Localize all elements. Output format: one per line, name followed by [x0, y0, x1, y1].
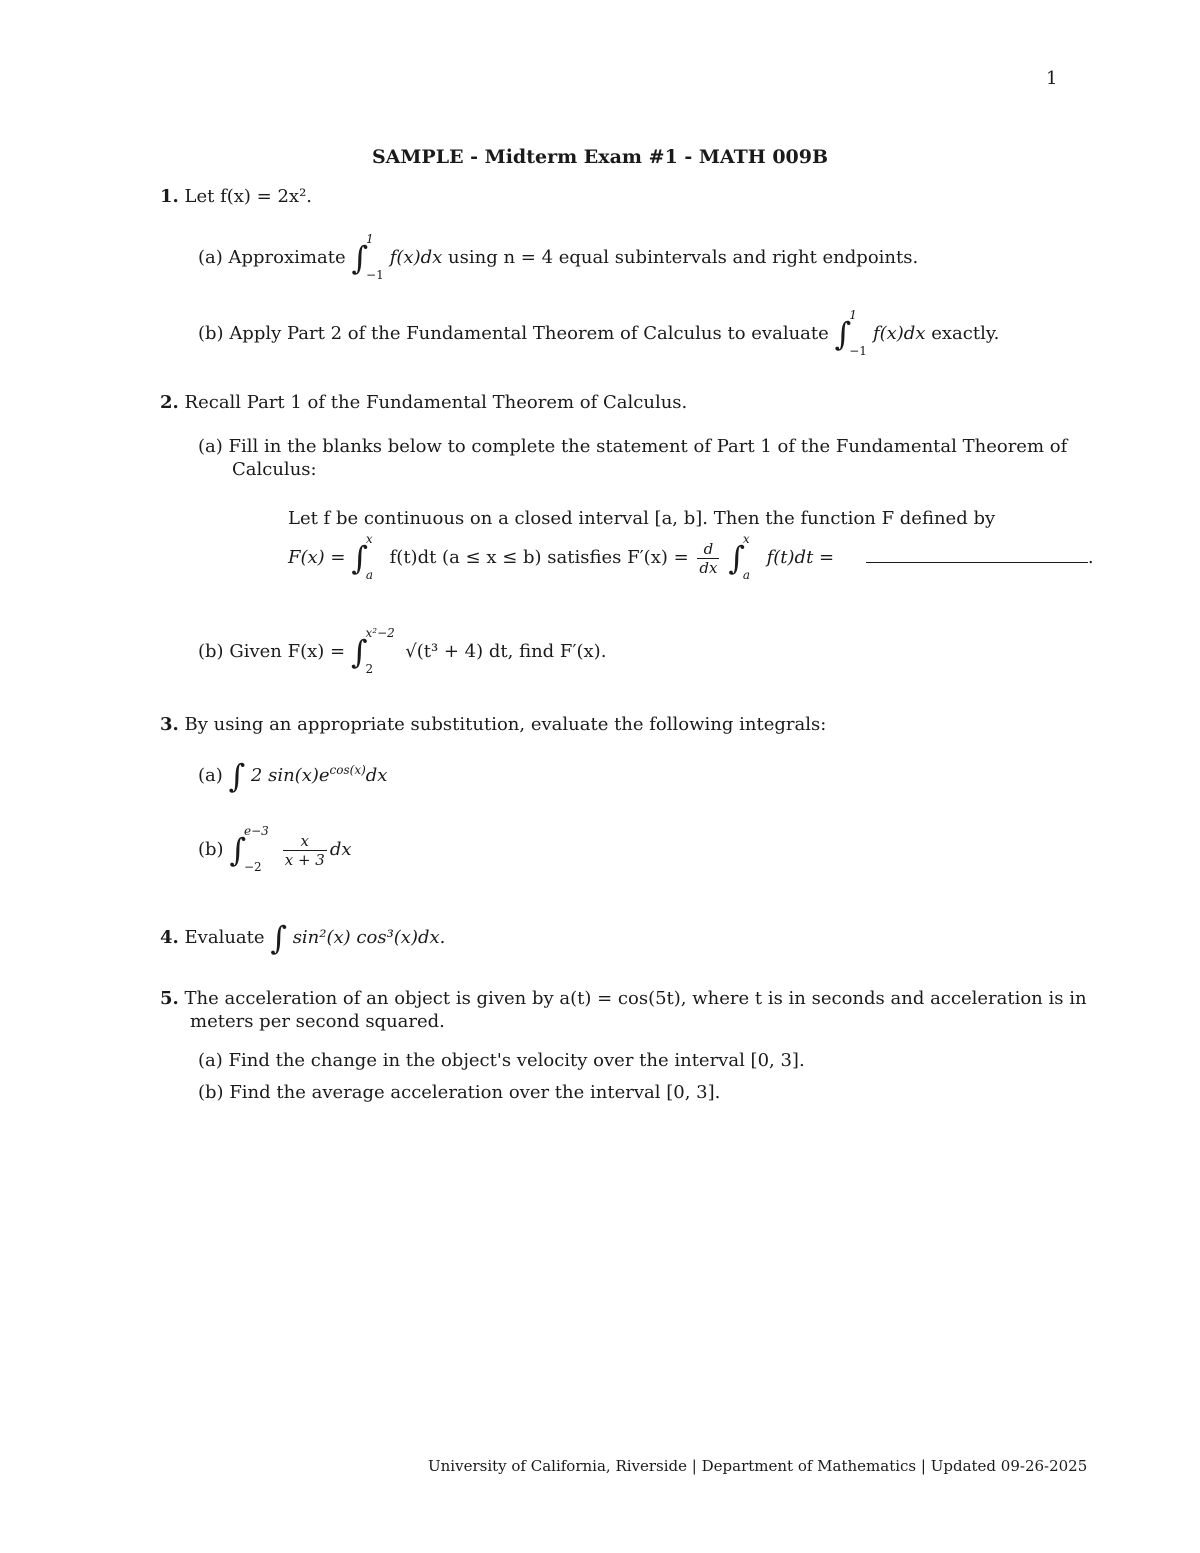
ftc-statement-line2	[288, 532, 1094, 582]
frac-den: x + 3	[284, 850, 325, 869]
part-label: (a)	[198, 1050, 223, 1071]
function-def: F(x) =	[288, 547, 346, 568]
lower-limit: −1	[849, 344, 867, 358]
integral-sign: ∫	[728, 539, 745, 577]
question-1b	[198, 308, 1000, 358]
lower-limit: 2	[365, 662, 374, 676]
part-label: (b)	[198, 641, 224, 662]
lower-limit: −1	[366, 268, 384, 282]
integral-sign: ∫	[228, 757, 246, 795]
part-text-end: using n = 4 equal subintervals and right endpoints.	[448, 247, 919, 268]
differential: dx	[365, 765, 388, 786]
part-label: (b)	[198, 323, 224, 344]
question-text: By using an appropriate substitution, evaluate the following integrals:	[184, 714, 827, 735]
part-label: (b)	[198, 1082, 224, 1103]
page-footer: University of California, Riverside | Department of Mathematics | Updated 09-26-2025	[428, 1457, 1088, 1475]
question-number: 1.	[160, 186, 179, 207]
question-3a	[198, 757, 388, 795]
upper-limit: x	[742, 532, 750, 546]
ftc-statement-line1: Let f be continuous on a closed interval [a, b]. Then the function F defined by	[288, 508, 996, 529]
page-number: 1	[1046, 68, 1058, 89]
upper-limit: 1	[849, 308, 857, 322]
question-5a	[198, 1050, 805, 1071]
derivative-fraction	[697, 540, 719, 577]
part-text: Find the average acceleration over the interval [0, 3].	[229, 1082, 721, 1103]
part-text: Find the change in the object's velocity over the interval [0, 3].	[228, 1050, 805, 1071]
integral-sign: ∫	[351, 239, 369, 277]
integral-sign: ∫	[350, 633, 368, 671]
part-text: Fill in the blanks below to complete the statement of Part 1 of the Fundamental Theorem of	[228, 436, 1068, 457]
question-1a	[198, 232, 919, 282]
question-1	[160, 186, 312, 207]
part-label: (a)	[198, 765, 223, 786]
frac-num: d	[703, 539, 714, 558]
lower-limit: a	[742, 568, 751, 582]
question-2a	[198, 436, 1067, 457]
part-label: (a)	[198, 247, 223, 268]
part-text-end: exactly.	[931, 323, 1000, 344]
question-4	[160, 919, 446, 957]
question-text: Let f(x) = 2x².	[184, 186, 313, 207]
question-number: 2.	[160, 392, 179, 413]
page-title: SAMPLE - Midterm Exam #1 - MATH 009B	[371, 146, 829, 168]
integral-sign: ∫	[229, 831, 246, 869]
part-text: Approximate	[228, 247, 346, 268]
integral-sign: ∫	[270, 919, 287, 957]
question-2b	[198, 626, 607, 676]
integrand: f(x)dx	[389, 247, 443, 268]
upper-limit: e−3	[243, 824, 269, 838]
integral-limits	[243, 824, 274, 874]
integrand-fraction	[283, 832, 327, 869]
statement-end: .	[1087, 547, 1094, 568]
question-number: 3.	[160, 714, 179, 735]
upper-limit: 1	[366, 232, 374, 246]
integral-limits	[742, 532, 761, 582]
part-text: Apply Part 2 of the Fundamental Theorem of Calculus to evaluate	[229, 323, 829, 344]
lower-limit: a	[365, 568, 374, 582]
lower-limit: −2	[243, 860, 262, 874]
upper-limit: x²−2	[365, 626, 395, 640]
question-text: Evaluate	[184, 927, 265, 948]
question-3b	[198, 824, 352, 874]
question-3	[160, 714, 826, 735]
integral-limits	[366, 232, 384, 282]
integrand: f(x)dx	[872, 323, 926, 344]
frac-den: dx	[699, 558, 718, 577]
integral-limits	[849, 308, 867, 358]
question-5	[160, 988, 1087, 1009]
integrand: sin²(x) cos³(x)dx.	[292, 927, 446, 948]
upper-limit: x	[365, 532, 373, 546]
part-text: Given F(x) =	[229, 641, 346, 662]
integral-sign: ∫	[351, 539, 368, 577]
integral-limits	[365, 626, 399, 676]
frac-num: x	[300, 831, 309, 850]
answer-blank[interactable]	[866, 562, 1088, 563]
question-text: Recall Part 1 of the Fundamental Theorem of Calculus.	[184, 392, 688, 413]
part-label: (a)	[198, 436, 223, 457]
part-label: (b)	[198, 839, 224, 860]
integrand-text: f(t)dt (a ≤ x ≤ b) satisfies F′(x) =	[389, 547, 689, 568]
integral-limits	[365, 532, 384, 582]
question-number: 4.	[160, 927, 179, 948]
question-number: 5.	[160, 988, 179, 1009]
integrand: √(t³ + 4) dt, find F′(x).	[405, 641, 607, 662]
integral-sign: ∫	[834, 315, 852, 353]
question-5-cont: meters per second squared.	[190, 1011, 445, 1032]
question-text: The acceleration of an object is given by a(t) = cos(5t), where t is in seconds and acceleration is in	[184, 988, 1087, 1009]
integrand: f(t)dt =	[766, 547, 835, 568]
question-2a-cont: Calculus:	[232, 459, 317, 480]
differential: dx	[329, 839, 352, 860]
exponent: cos(x)	[329, 763, 366, 777]
question-2	[160, 392, 687, 413]
question-5b	[198, 1082, 720, 1103]
integrand: 2 sin(x)e	[250, 765, 330, 786]
